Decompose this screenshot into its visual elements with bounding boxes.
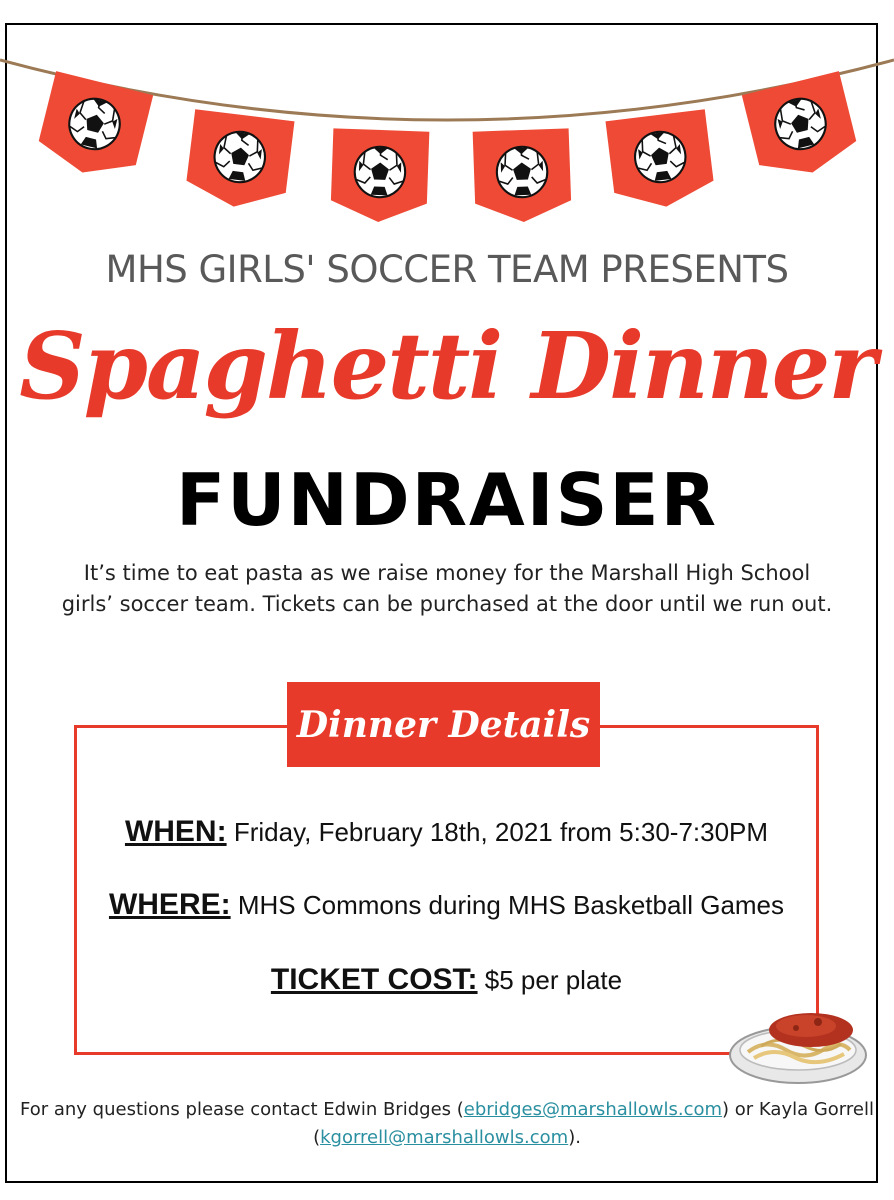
where-value: MHS Commons during MHS Basketball Games — [237, 890, 785, 920]
details-label: Dinner Details — [287, 682, 600, 767]
contact-suffix: ). — [568, 1127, 581, 1148]
cost-value: $5 per plate — [484, 965, 623, 995]
flag-4 — [473, 128, 572, 223]
detail-when — [74, 815, 819, 849]
detail-where — [74, 888, 819, 922]
soccer-bunting-icon — [0, 40, 894, 240]
flag-1 — [34, 71, 153, 184]
flag-5 — [605, 109, 715, 213]
contact-middle: ) or Kayla Gorrell ( — [313, 1099, 874, 1148]
contact-text — [0, 1096, 894, 1152]
cost-key: TICKET COST: — [270, 963, 478, 996]
when-key: WHEN: — [124, 815, 227, 848]
script-title: Spaghetti Dinner — [19, 312, 875, 420]
email-link-ebridges[interactable]: ebridges@marshallowls.com — [463, 1099, 723, 1120]
contact-prefix: For any questions please contact Edwin Bridges ( — [20, 1099, 464, 1120]
flag-2 — [184, 109, 294, 213]
when-value: Friday, February 18th, 2021 from 5:30-7:30PM — [233, 817, 769, 847]
intro-text: It’s time to eat pasta as we raise money for the Marshall High School girls’ soccer team. Tickets can be purchased at the door until we run out. — [61, 561, 833, 616]
flag-6 — [742, 71, 861, 184]
detail-cost — [74, 963, 819, 997]
email-link-kgorrell[interactable]: kgorrell@marshallowls.com — [320, 1127, 569, 1148]
flag-3 — [330, 128, 429, 223]
spaghetti-plate-icon — [726, 1000, 871, 1090]
where-key: WHERE: — [108, 888, 231, 921]
main-title: FUNDRAISER — [175, 458, 719, 542]
subtitle: MHS GIRLS' SOCCER TEAM PRESENTS — [105, 248, 789, 291]
